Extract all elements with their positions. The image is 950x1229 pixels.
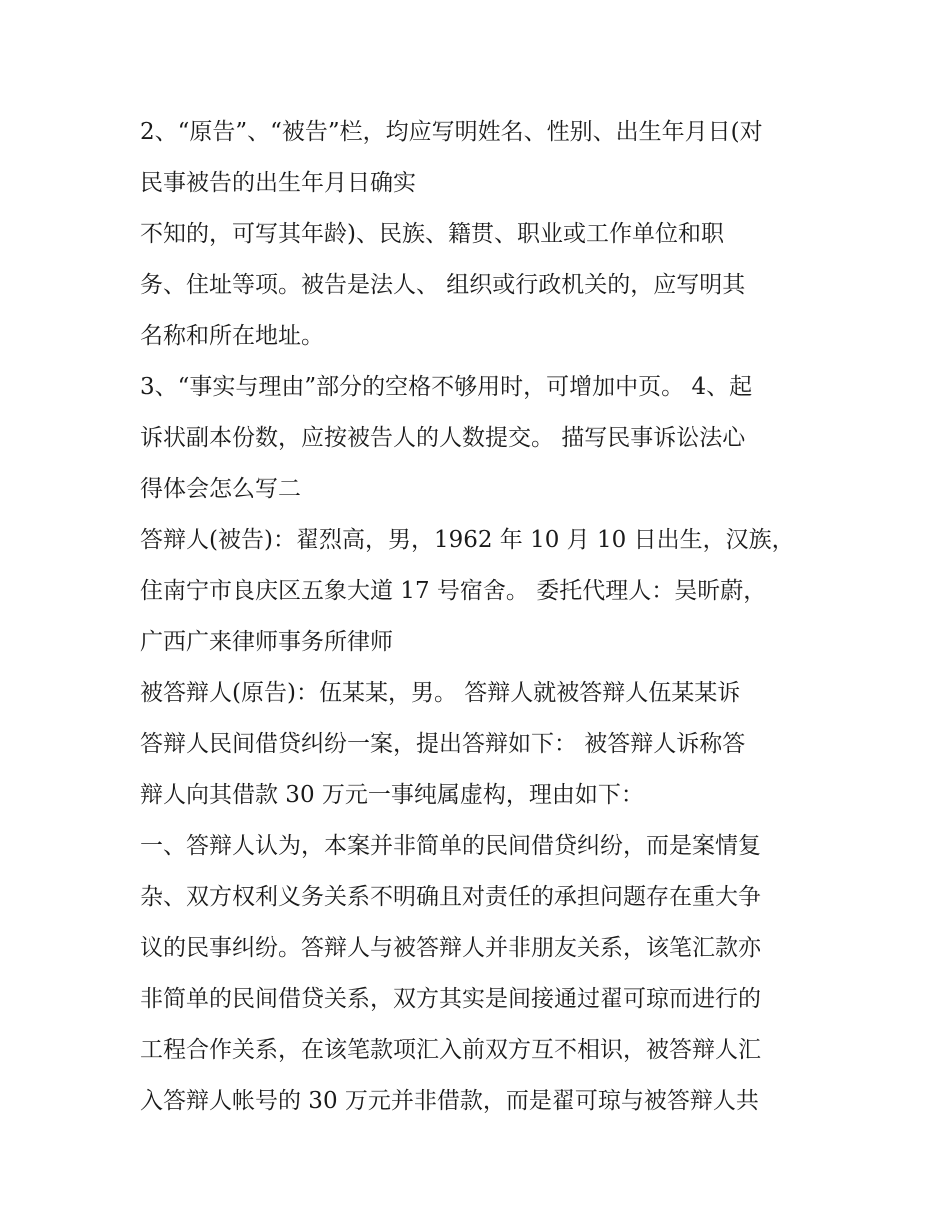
text-line: 名称和所在地址。 [140, 323, 324, 349]
text-line: 入答辩人帐号的 30 万元并非借款，而是翟可琼与被答辩人共 [140, 1088, 759, 1114]
document-body [140, 110, 830, 1130]
text-line: 答辩人民间借贷纠纷一案，提出答辩如下： 被答辩人诉称答 [140, 731, 746, 757]
text-line: 工程合作关系，在该笔款项汇入前双方互不相识，被答辩人汇 [140, 1037, 761, 1063]
text-line: 得体会怎么写二 [140, 476, 301, 502]
text-line: 2、“原告”、“被告”栏，均应写明姓名、性别、出生年月日(对 [140, 119, 763, 145]
text-line: 杂、双方权利义务关系不明确且对责任的承担问题存在重大争 [140, 884, 761, 910]
text-line: 被答辩人(原告)：伍某某，男。 答辩人就被答辩人伍某某诉 [140, 680, 741, 706]
text-line: 诉状副本份数，应按被告人的人数提交。 描写民事诉讼法心 [140, 425, 746, 451]
text-line: 答辩人(被告)：翟烈高，男，1962 年 10 月 10 日出生，汉族， [140, 527, 795, 553]
text-line: 务、住址等项。被告是法人、 组织或行政机关的，应写明其 [140, 272, 746, 298]
text-line: 议的民事纠纷。答辩人与被答辩人并非朋友关系，该笔汇款亦 [140, 935, 761, 961]
text-line: 辩人向其借款 30 万元一事纯属虚构，理由如下： [140, 782, 644, 808]
text-line: 广西广来律师事务所律师 [140, 629, 393, 655]
text-line: 不知的，可写其年龄)、民族、籍贯、职业或工作单位和职 [140, 221, 724, 247]
text-line: 非简单的民间借贷关系，双方其实是间接通过翟可琼而进行的 [140, 986, 761, 1012]
text-line: 一、答辩人认为，本案并非简单的民间借贷纠纷，而是案情复 [140, 833, 761, 859]
text-line: 民事被告的出生年月日确实 [140, 170, 416, 196]
text-line: 住南宁市良庆区五象大道 17 号宿舍。 委托代理人：吴昕蔚， [140, 578, 767, 604]
text-line: 3、“事实与理由”部分的空格不够用时，可增加中页。 4、起 [140, 374, 753, 400]
